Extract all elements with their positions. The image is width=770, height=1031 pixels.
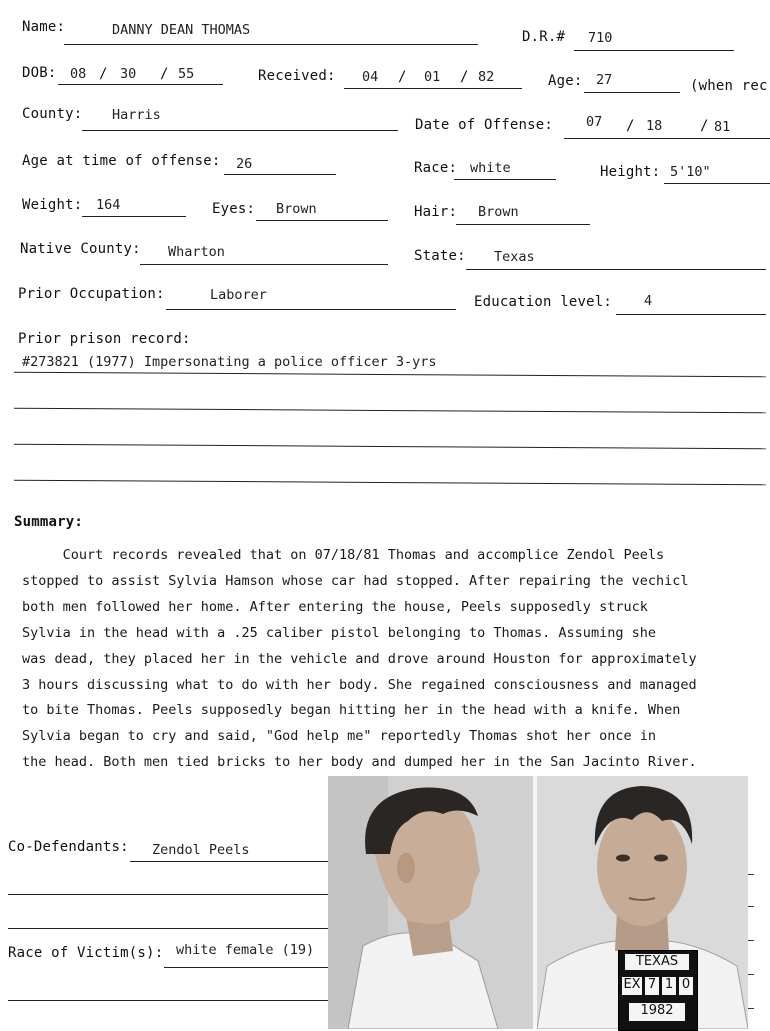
offense-month: 07	[586, 114, 603, 130]
summary-line: both men followed her home. After entering the house, Peels supposedly struck	[22, 598, 648, 615]
name-label: Name:	[22, 19, 66, 35]
occupation-value: Laborer	[210, 287, 267, 303]
weight-value: 164	[96, 197, 121, 213]
margin-tick	[748, 874, 754, 875]
native-county-underline	[140, 264, 388, 265]
booking-placard	[618, 950, 698, 1031]
age-offense-label: Age at time of offense:	[22, 153, 221, 169]
name-underline	[64, 44, 478, 45]
education-underline	[616, 314, 766, 315]
race-label: Race:	[414, 160, 458, 176]
offense-year: 81	[714, 119, 731, 135]
victims-underline	[164, 967, 328, 968]
prior-record-line-3	[14, 444, 766, 450]
county-underline	[82, 130, 398, 131]
age-value: 27	[596, 72, 613, 88]
prior-record-value: #273821 (1977) Impersonating a police officer 3-yrs	[22, 354, 437, 370]
state-label: State:	[414, 248, 466, 264]
offense-date-underline	[564, 138, 770, 139]
education-label: Education level:	[474, 294, 613, 310]
placard-digit-3: 0	[679, 977, 693, 995]
prior-record-line-4	[14, 480, 766, 486]
victims-label: Race of Victim(s):	[8, 945, 164, 961]
age-offense-value: 26	[236, 156, 253, 172]
dr-value: 710	[588, 30, 613, 46]
eyes-value: Brown	[276, 201, 317, 217]
summary-line: Court records revealed that on 07/18/81 Thomas and accomplice Zendol Peels	[22, 547, 665, 563]
margin-tick	[748, 974, 754, 975]
age-note: (when rec	[690, 78, 768, 94]
placard-prefix: EX	[622, 977, 642, 995]
hair-underline	[456, 224, 590, 225]
dr-underline	[574, 50, 734, 51]
summary-line: was dead, they placed her in the vehicle and drove around Houston for approximately	[22, 650, 697, 667]
codefendants-line-2	[8, 894, 328, 895]
margin-tick	[748, 906, 754, 907]
education-value: 4	[644, 293, 653, 309]
weight-label: Weight:	[22, 197, 83, 213]
occupation-label: Prior Occupation:	[18, 286, 165, 302]
dob-underline	[58, 84, 223, 85]
prior-record-line-1	[14, 372, 766, 378]
received-year: 82	[478, 69, 495, 85]
received-underline	[344, 88, 522, 89]
summary-line: 3 hours discussing what to do with her body. She regained consciousness and managed	[22, 676, 697, 693]
summary-line: to bite Thomas. Peels supposedly began hitting her in the head with a knife. When	[22, 702, 681, 719]
dob-day: 30	[120, 66, 137, 82]
summary-line: stopped to assist Sylvia Hamson whose car had stopped. After repairing the vechicl	[22, 572, 689, 589]
race-underline	[454, 179, 556, 180]
hair-label: Hair:	[414, 204, 458, 220]
age-offense-underline	[224, 174, 336, 175]
profile-figure	[328, 776, 533, 1029]
eyes-underline	[256, 220, 388, 221]
codefendants-value: Zendol Peels	[152, 842, 250, 858]
received-day: 01	[424, 69, 441, 85]
offense-date-label: Date of Offense:	[415, 117, 554, 133]
state-value: Texas	[494, 249, 535, 265]
placard-digit-1: 7	[645, 977, 659, 995]
margin-tick	[748, 940, 754, 941]
summary-line: Sylvia in the head with a .25 caliber pistol belonging to Thomas. Assuming she	[22, 624, 656, 641]
victims-value: white female (19)	[176, 942, 315, 958]
codefendants-underline	[130, 861, 328, 862]
height-value: 5'10"	[670, 164, 711, 180]
race-value: white	[470, 160, 511, 176]
received-month: 04	[362, 69, 379, 85]
victims-line-2	[8, 1000, 328, 1001]
county-label: County:	[22, 106, 83, 122]
name-value: DANNY DEAN THOMAS	[112, 22, 251, 38]
height-label: Height:	[600, 164, 661, 180]
native-county-label: Native County:	[20, 241, 141, 257]
summary-label: Summary:	[14, 514, 84, 530]
dob-sep-2: /	[160, 66, 169, 82]
summary-text	[22, 543, 752, 776]
received-label: Received:	[258, 68, 336, 84]
dob-year: 55	[178, 66, 195, 82]
dob-month: 08	[70, 66, 87, 82]
age-underline	[584, 92, 680, 93]
weight-underline	[82, 216, 186, 217]
summary-line: Sylvia began to cry and said, "God help me" reportedly Thomas shot her once in	[22, 728, 656, 745]
county-value: Harris	[112, 107, 161, 123]
mugshot-profile	[328, 776, 533, 1029]
codefendants-label: Co-Defendants:	[8, 839, 129, 855]
codefendants-line-3	[8, 928, 328, 929]
hair-value: Brown	[478, 204, 519, 220]
eyes-label: Eyes:	[212, 201, 256, 217]
state-underline	[466, 269, 766, 270]
received-sep-2: /	[460, 69, 469, 85]
dob-sep-1: /	[99, 66, 108, 82]
offense-sep-1: /	[626, 118, 635, 134]
placard-state: TEXAS	[625, 954, 689, 970]
received-sep-1: /	[398, 69, 407, 85]
placard-year: 1982	[629, 1003, 685, 1021]
dr-label: D.R.#	[522, 29, 566, 45]
height-underline	[664, 183, 770, 184]
margin-tick	[748, 1008, 754, 1009]
summary-line: the head. Both men tied bricks to her body and dumped her in the San Jacinto River.	[22, 754, 697, 771]
native-county-value: Wharton	[168, 244, 225, 260]
offense-sep-2: /	[700, 118, 709, 134]
occupation-underline	[166, 309, 456, 310]
prior-record-label: Prior prison record:	[18, 331, 191, 347]
prior-record-line-2	[14, 408, 766, 414]
dob-label: DOB:	[22, 65, 57, 81]
placard-digit-2: 1	[662, 977, 676, 995]
offense-day: 18	[646, 118, 663, 134]
age-label: Age:	[548, 73, 583, 89]
